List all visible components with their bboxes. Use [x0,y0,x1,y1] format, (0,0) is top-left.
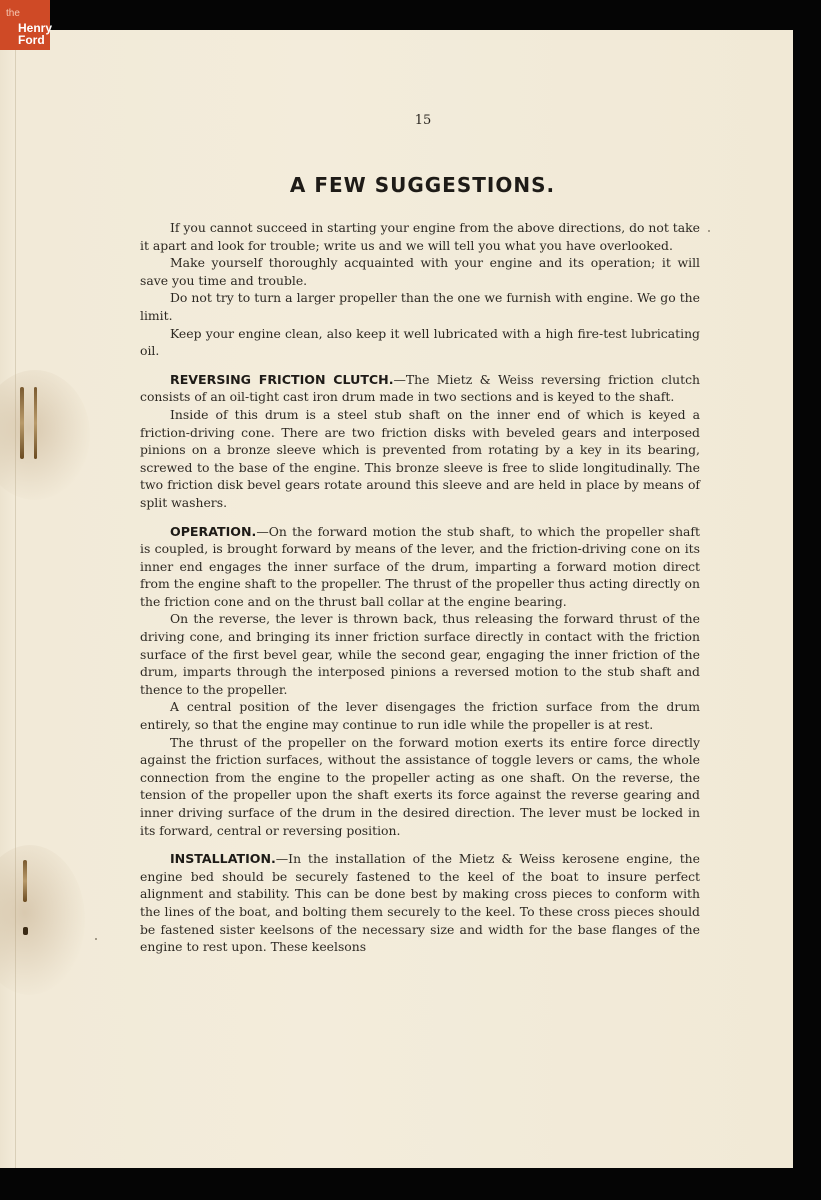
paragraph-propeller: Do not try to turn a larger propeller than the one we furnish with engine. We go the limit. [140,290,700,323]
paper-speck [95,938,97,940]
paragraph-installation: INSTALLATION.—In the installation of the Mietz & Weiss kerosene engine, the engine bed should be securely fastened to the keel of the boat to insure perfect alignment and stability. This can be done best by making cross pieces to conform with the lines of the boat, and bolting them securely to the keel. To these cross pieces should be fastened sister keelsons of the necessary size and width for the base flanges of the engine to rest upon. These keelsons [140,851,700,955]
section-heading: INSTALLATION. [170,851,276,867]
paragraph-operation: OPERATION.—On the forward motion the stub shaft, to which the propeller shaft is coupled, is brought forward by means of the lever, and the friction-driving cone on its inner end engages the inner surface of the drum, imparting a forward motion direct from the engine shaft to the propeller. The thrust of the propeller thus acting directly on the friction cone and on the thrust ball collar at the engine bearing. [140,523,700,609]
section-heading: OPERATION. [170,523,257,539]
paragraph-clean: Keep your engine clean, also keep it well lubricated with a high fire-test lubricating oil. [140,325,700,359]
staple-lower [23,860,27,902]
paragraph-acquainted: Make yourself thoroughly acquainted with your engine and its operation; it will save you time and trouble. [140,255,700,288]
staple-upper-left [20,387,24,459]
body-text [140,219,700,956]
staple-lower-hole [23,927,28,935]
page-title: A FEW SUGGESTIONS. [289,173,556,197]
scanned-page [0,30,793,1168]
paragraph-thrust: The thrust of the propeller on the forward motion exerts its entire force directly against the friction surfaces, without the assistance of toggle levers or cams, the whole connection from the engine to the propeller acting as one shaft. On the reverse, the tension of the propeller upon the shaft exerts its force against the reverse gearing and inner driving surface of the drum in the desired direction. The lever must be locked in its forward, central or reversing position. [140,734,700,838]
paragraph-central: A central position of the lever disengages the friction surface from the drum entirely, so that the engine may continue to run idle while the propeller is at rest. [140,699,700,733]
staple-stain-upper [0,370,90,500]
section-heading: REVERSING FRICTION CLUTCH. [170,371,394,387]
paragraph-reverse: On the reverse, the lever is thrown back, thus releasing the forward thrust of the driving cone, and bringing its inner friction surface directly in contact with the friction surface of the first bevel gear, while the second gear, engaging the inner friction of the drum, imparts through the interposed pinions a reversed motion to the stub shaft and thence to the propeller. [140,611,700,697]
paragraph-drum: Inside of this drum is a steel stub shaft on the inner end of which is keyed a friction-driving cone. There are two friction disks with beveled gears and interposed pinions on a bronze sleeve which is prevented from rotating by a key in its bearing, screwed to the base of the engine. This bronze sleeve is free to slide longitudinally. The two friction disk bevel gears rotate around this sleeve and are held in place by means of split washers. [140,406,700,510]
paragraph-trouble: If you cannot succeed in starting your engine from the above directions, do not take it apart and look for trouble; write us and we will tell you what you have overlooked. [140,220,700,253]
page-fold-line [15,30,16,1168]
page-number: 15 [414,113,432,128]
paragraph-reversing-clutch: REVERSING FRICTION CLUTCH.—The Mietz & Weiss reversing friction clutch consists of an oil-tight cast iron drum made in two sections and is keyed to the shaft. [140,371,700,405]
paper-speck [708,230,710,232]
staple-stain-lower [0,845,85,995]
henry-ford-logo: the Henry Ford [0,0,50,50]
staple-upper-right [34,387,37,459]
